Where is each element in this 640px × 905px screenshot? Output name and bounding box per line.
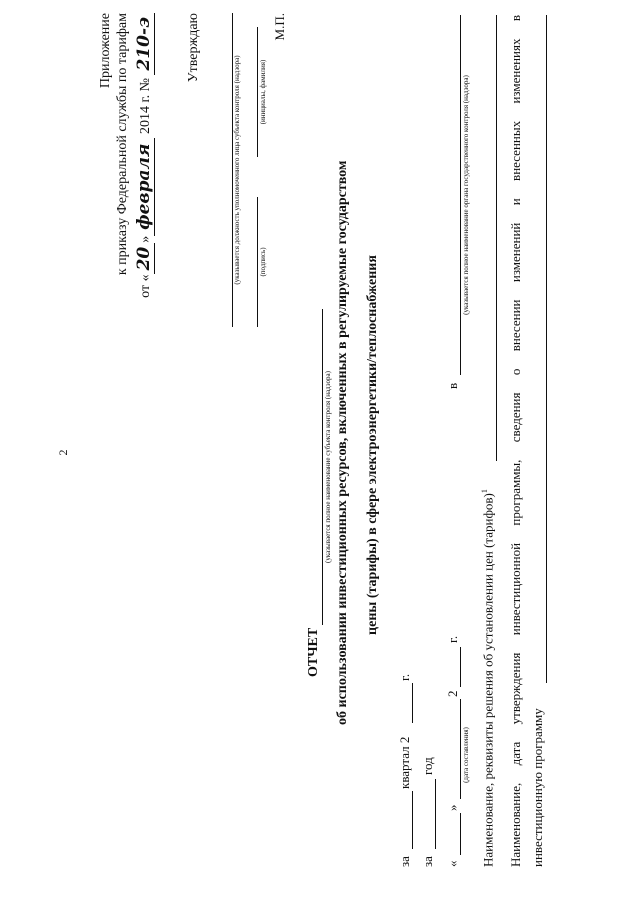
approval-title: Утверждаю — [186, 13, 201, 83]
day-blank — [460, 813, 461, 855]
za-label-2: за — [420, 856, 435, 867]
date-close-quote: » — [445, 804, 460, 811]
report-title-line2: об использовании инвестиционных ресурсов, включенных в регулируемые государством — [335, 160, 350, 725]
page-number: 2 — [56, 449, 70, 456]
program-blank — [546, 15, 547, 683]
report-title-line3: цены (тарифы) в сфере электроэнергетики/теплоснабжения — [365, 255, 380, 635]
quarter-text: квартал 2 — [397, 736, 412, 789]
subject-line — [322, 309, 323, 625]
decision-blank — [496, 15, 497, 461]
year-blank — [435, 779, 436, 849]
subject-caption: (указывается полное наименование субъекта контроля (надзора) — [324, 371, 332, 563]
position-caption: (указывается должность уполномоченного лица субъекта контроля (надзора) — [233, 55, 241, 285]
in-word: в — [445, 382, 460, 389]
date-open-quote: « — [445, 860, 460, 867]
order-number: 210-э — [134, 13, 155, 75]
g-label-1: г. — [397, 673, 412, 681]
footnote-mark: 1 — [480, 489, 489, 494]
report-title: ОТЧЕТ — [306, 627, 321, 677]
year-text: год — [420, 757, 435, 775]
quarter-blank — [412, 791, 413, 849]
program-line: Наименование, дата утверждения инвестиционной программы, сведения о внесении изменений и внесенных изменениях в — [508, 15, 523, 867]
signature-caption: (подпись) — [259, 247, 267, 277]
month-blank — [460, 699, 461, 799]
initials-caption: (инициалы, фамилия) — [259, 59, 267, 125]
decision-text: Наименование, реквизиты решения об установлении цен (тарифов) — [480, 493, 496, 867]
quarter-year-blank — [412, 683, 413, 723]
order-reference: к приказу Федеральной службы по тарифам — [115, 13, 130, 276]
authority-line — [460, 15, 461, 375]
authority-caption: (указывается полное наименование органа государственного контроля (надзора) — [462, 75, 470, 315]
date-year: 2014 г. № — [138, 78, 153, 135]
appendix-label: Приложение — [98, 13, 113, 89]
year-prefix: 2 — [445, 690, 460, 697]
program-line-cont: инвестиционную программу — [530, 708, 545, 867]
date-year-blank — [460, 647, 461, 687]
stamp-label: М.П. — [272, 13, 287, 41]
order-date-line — [134, 13, 154, 345]
initials-line — [257, 27, 258, 157]
g-label-2: г. — [445, 635, 460, 643]
date-caption: (дата составления) — [462, 727, 470, 783]
decision-line — [480, 489, 496, 867]
signature-line — [257, 197, 258, 327]
date-month: февраля — [134, 138, 155, 236]
date-mid: » — [138, 235, 153, 243]
za-label-1: за — [397, 856, 412, 867]
date-day: 20 — [134, 243, 155, 275]
date-prefix: от « — [138, 274, 153, 298]
